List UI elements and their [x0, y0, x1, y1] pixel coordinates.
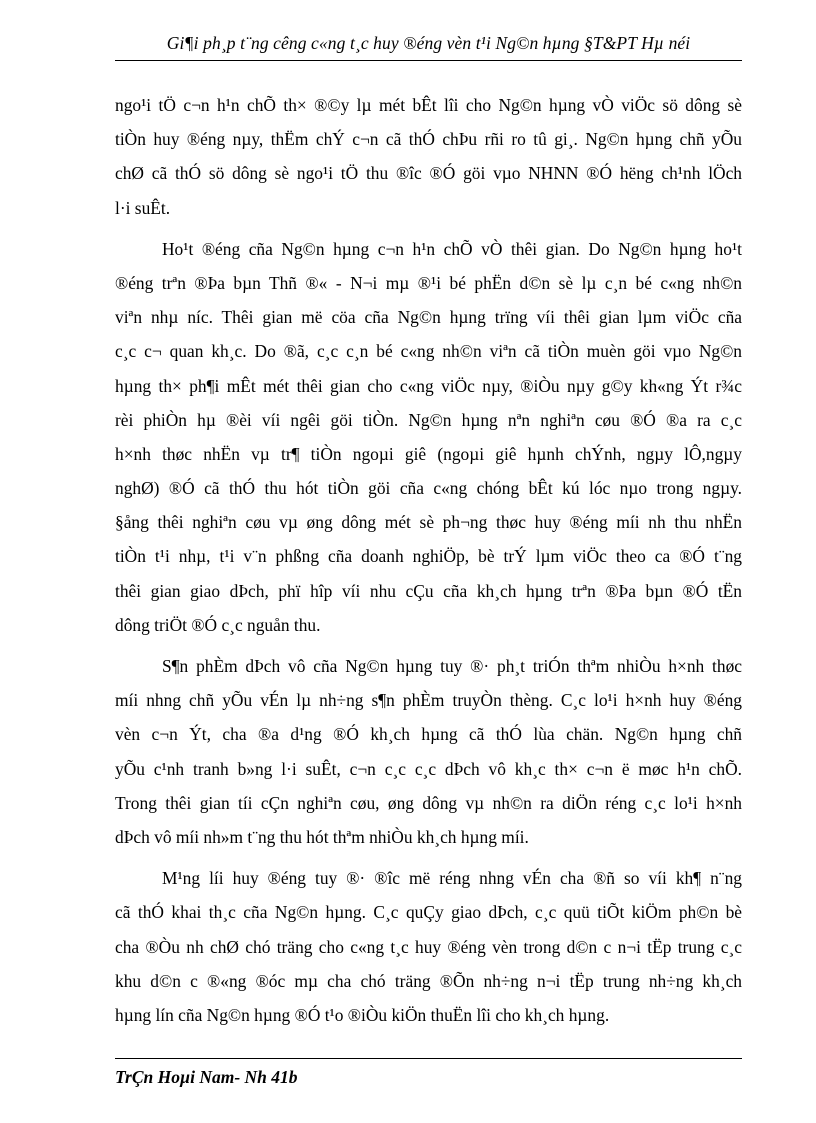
body-text: [115, 88, 742, 1032]
paragraph-line: dông triÖt ®Ó c¸c nguån thu.: [115, 614, 321, 635]
paragraph-line: yÕu c¹nh tranh b»ng l·i suÊt, c¬n c¸c c¸c dÞch vô kh¸c th× c¬n ë møc h¹n chÕ.: [115, 758, 742, 779]
paragraph-line: míi nhng chñ yÕu vÉn lµ nh÷ng s¶n phÈm truyÒn thèng. C¸c lo¹i h×nh huy ®éng: [115, 690, 742, 711]
paragraph-line: chØ cã thÓ sö dông sè ngo¹i tÖ thu ®îc ®Ó göi vµo NHNN ®Ó hëng ch¹nh lÖch: [115, 163, 742, 184]
paragraph-line: l·i suÊt.: [115, 197, 171, 218]
paragraph-2: [115, 232, 742, 642]
paragraph-line: h×nh thøc nhËn vµ tr¶ tiÒn ngoµi giê (ngoµi giê hµnh chÝnh, ngµy lÔ,ngµy: [115, 443, 742, 464]
paragraph-line: thêi gian giao dÞch, phï hîp víi nhu cÇu cña kh¸ch hµng trªn ®Þa bµn ®Ó tËn: [115, 580, 742, 601]
paragraph-line: Trong thêi gian tíi cÇn nghiªn cøu, øng dông vµ nh©n ra diÖn réng c¸c lo¹i h×nh: [115, 792, 742, 813]
paragraph-line: vèn c¬n Ýt, cha ®a d¹ng ®Ó kh¸ch hµng cã thÓ lùa chän. Ng©n hµng chñ: [115, 724, 742, 745]
paragraph-line: khu d©n c ®«ng ®óc mµ cha chó träng ®Õn nh÷ng n¬i tËp trung nh÷ng kh¸ch: [115, 970, 742, 991]
paragraph-line: M¹ng líi huy ®éng tuy ®· ®îc më réng nhng vÉn cha ®ñ so víi kh¶ n¨ng: [162, 868, 742, 889]
paragraph-line: hµng th× ph¶i mÊt mét thêi gian cho c«ng viÖc nµy, ®iÒu nµy g©y kh«ng Ýt r¾c: [115, 375, 742, 396]
header-divider: [115, 60, 742, 61]
paragraph-3: [115, 649, 742, 854]
paragraph-1: [115, 88, 742, 225]
footer-divider: [115, 1058, 742, 1059]
paragraph-line: ®éng trªn ®Þa bµn Thñ ®« - N¬i mµ ®¹i bé phËn d©n sè lµ c¸n bé c«ng nh©n: [115, 272, 742, 293]
paragraph-line: Ho¹t ®éng cña Ng©n hµng c¬n h¹n chÕ vÒ thêi gian. Do Ng©n hµng ho¹t: [162, 238, 742, 259]
paragraph-line: ngo¹i tÖ c¬n h¹n chÕ th× ®©y lµ mét bÊt lîi cho Ng©n hµng vÒ viÖc sö dông sè: [115, 95, 742, 115]
paragraph-line: rèi phiÒn hµ ®èi víi ngêi göi tiÒn. Ng©n hµng nªn nghiªn cøu ®Ó ®a ra c¸c: [115, 409, 742, 430]
paragraph-line: viªn nhµ níc. Thêi gian më cöa cña Ng©n hµng trïng víi thêi gian lµm viÖc cña: [115, 307, 742, 328]
paragraph-line: tiÒn huy ®éng nµy, thËm chÝ c¬n cã thÓ chÞu rñi ro tû gi¸. Ng©n hµng chñ yÕu: [115, 129, 742, 150]
paragraph-line: nghØ) ®Ó cã thÓ thu hót tiÒn göi cña c«ng chóng bÊt kú lóc nµo trong ngµy.: [115, 478, 742, 499]
paragraph-line: cã thÓ khai th¸c cña Ng©n hµng. C¸c quÇy giao dÞch, c¸c quü tiÕt kiÖm ph©n bè: [115, 902, 742, 923]
paragraph-line: hµng lín cña Ng©n hµng ®Ó t¹o ®iÒu kiÖn thuËn lîi cho kh¸ch hµng.: [115, 1004, 610, 1025]
paragraph-line: §ång thêi nghiªn cøu vµ øng dông mét sè ph¬ng thøc huy ®éng míi nh thu nhËn: [115, 512, 742, 533]
paragraph-line: dÞch vô míi nh»m t¨ng thu hót thªm nhiÒu kh¸ch hµng míi.: [115, 826, 529, 847]
paragraph-line: tiÒn t¹i nhµ, t¹i v¨n phßng cña doanh nghiÖp, bè trÝ lµm viÖc theo ca ®Ó t¨ng: [115, 546, 742, 567]
page-header: Gi¶i ph¸p t¨ng cêng c«ng t¸c huy ®éng vèn t¹i Ng©n hµng §T&PT Hµ néi: [166, 33, 691, 53]
page-footer: TrÇn Hoµi Nam- Nh 41b: [115, 1067, 298, 1087]
paragraph-4: [115, 861, 742, 1032]
paragraph-line: c¸c c¬ quan kh¸c. Do ®ã, c¸c c¸n bé c«ng nh©n viªn cã tiÒn muèn göi vµo Ng©n: [115, 341, 742, 362]
paragraph-line: cha ®Òu nh chØ chó träng cho c«ng t¸c huy ®éng vèn trong d©n c n¬i tËp trung c¸c: [115, 936, 742, 957]
paragraph-line: S¶n phÈm dÞch vô cña Ng©n hµng tuy ®· ph¸t triÓn thªm nhiÒu h×nh thøc: [162, 656, 742, 676]
